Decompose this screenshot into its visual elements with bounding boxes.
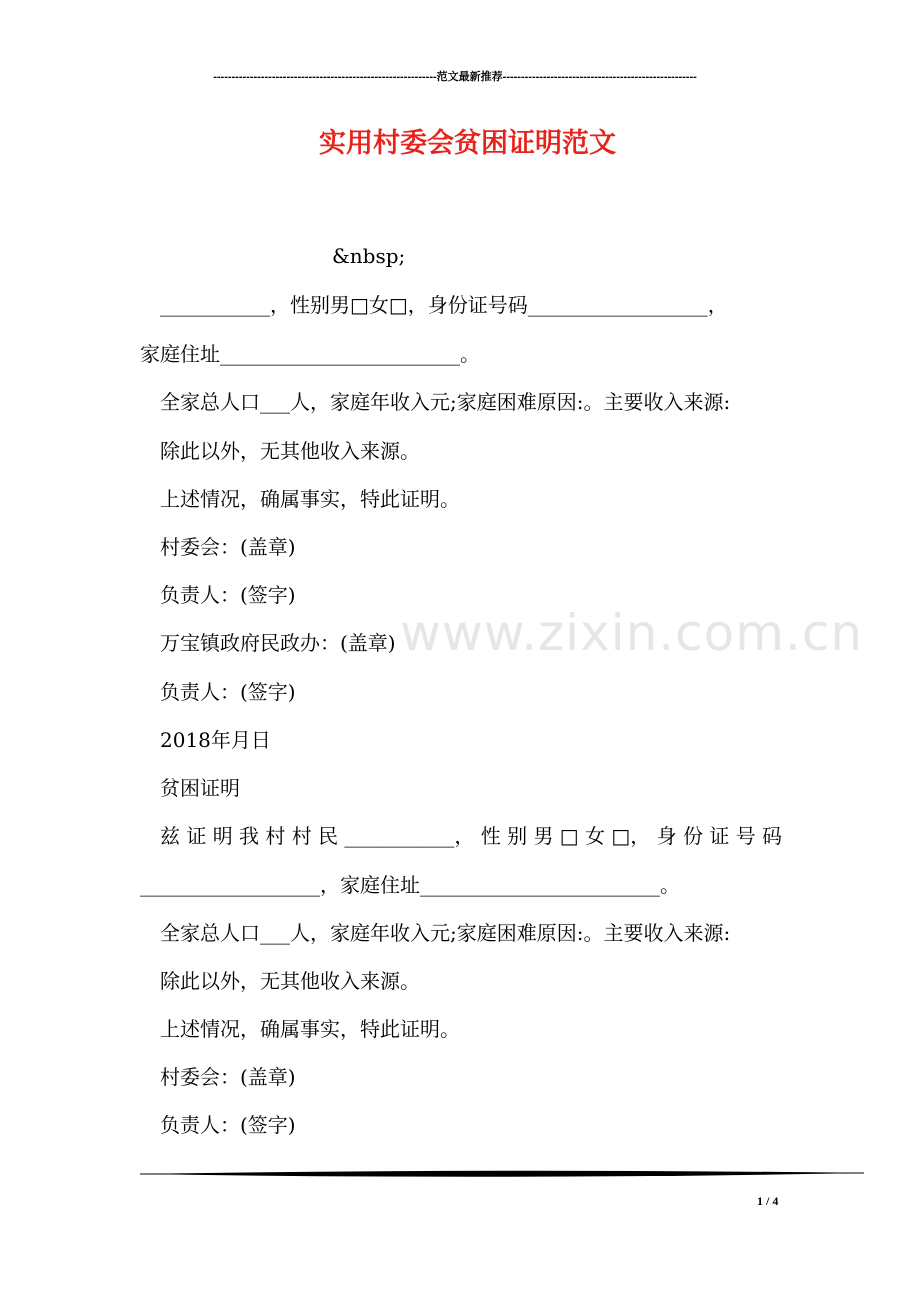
section1-responsible-signature-2: 负责人：(签字): [160, 680, 296, 704]
section2-line1-part: ___________，: [344, 824, 475, 848]
section2-line1-part: 民: [318, 824, 339, 848]
footer-divider: [140, 1168, 864, 1180]
header-banner: -------------------------------------------------------------范文最新推荐-----------------------------------------------------: [213, 71, 697, 83]
section2-line1-part: □，: [611, 824, 651, 848]
section2-no-other-income: 除此以外，无其他收入来源。: [160, 969, 420, 993]
section2-line1-part: 村: [265, 824, 286, 848]
section2-line1-part: 别: [507, 824, 528, 848]
section2-line1: [160, 824, 782, 848]
section2-responsible-signature: 负责人：(签字): [160, 1113, 296, 1137]
section1-no-other-income: 除此以外，无其他收入来源。: [160, 439, 420, 463]
section2-address-line: __________________，家庭住址________________________。: [140, 873, 680, 897]
section2-heading: 贫困证明: [160, 776, 240, 800]
section2-line1-part: 明: [212, 824, 233, 848]
document-title: 实用村委会贫困证明范文: [319, 128, 616, 159]
section2-line1-part: 男: [533, 824, 554, 848]
section2-line1-part: 性: [480, 824, 501, 848]
section1-household-line: 全家总人口___人，家庭年收入元;家庭困难原因:。主要收入来源:: [160, 390, 731, 414]
section2-household-line: 全家总人口___人，家庭年收入元;家庭困难原因:。主要收入来源:: [160, 921, 731, 945]
nbsp-text: &nbsp;: [332, 244, 406, 268]
page-number: 1 / 4: [757, 1194, 779, 1208]
section1-line1: [160, 293, 782, 317]
section2-line1-part: 我: [239, 824, 260, 848]
section2-line1-part: 证: [186, 824, 207, 848]
section1-certification: 上述情况，确属事实，特此证明。: [160, 487, 460, 511]
section2-line1-part: 码: [762, 824, 782, 848]
section2-line1-part: 身: [656, 824, 677, 848]
section2-line1-part: 证: [709, 824, 730, 848]
section2-line1-part: 村: [291, 824, 312, 848]
section2-line1-part: □: [559, 824, 579, 848]
section2-line1-part: 兹: [160, 824, 180, 848]
section1-village-committee-seal: 村委会：(盖章): [160, 535, 296, 559]
section2-line1-part: 女: [585, 824, 606, 848]
section2-line1-part: 号: [735, 824, 756, 848]
section1-responsible-signature: 负责人：(签字): [160, 583, 296, 607]
watermark-text: www.zixin.com.cn: [400, 604, 864, 662]
section2-certification: 上述情况，确属事实，特此证明。: [160, 1017, 460, 1041]
section2-line1-part: 份: [682, 824, 703, 848]
section1-line1-text: ___________，性别男□女□，身份证号码__________________，: [160, 293, 728, 317]
section1-date: 2018年月日: [160, 728, 271, 752]
section1-civil-affairs-seal: 万宝镇政府民政办：(盖章): [160, 631, 396, 655]
section1-address-line: 家庭住址________________________。: [140, 342, 480, 366]
section2-village-committee-seal: 村委会：(盖章): [160, 1065, 296, 1089]
